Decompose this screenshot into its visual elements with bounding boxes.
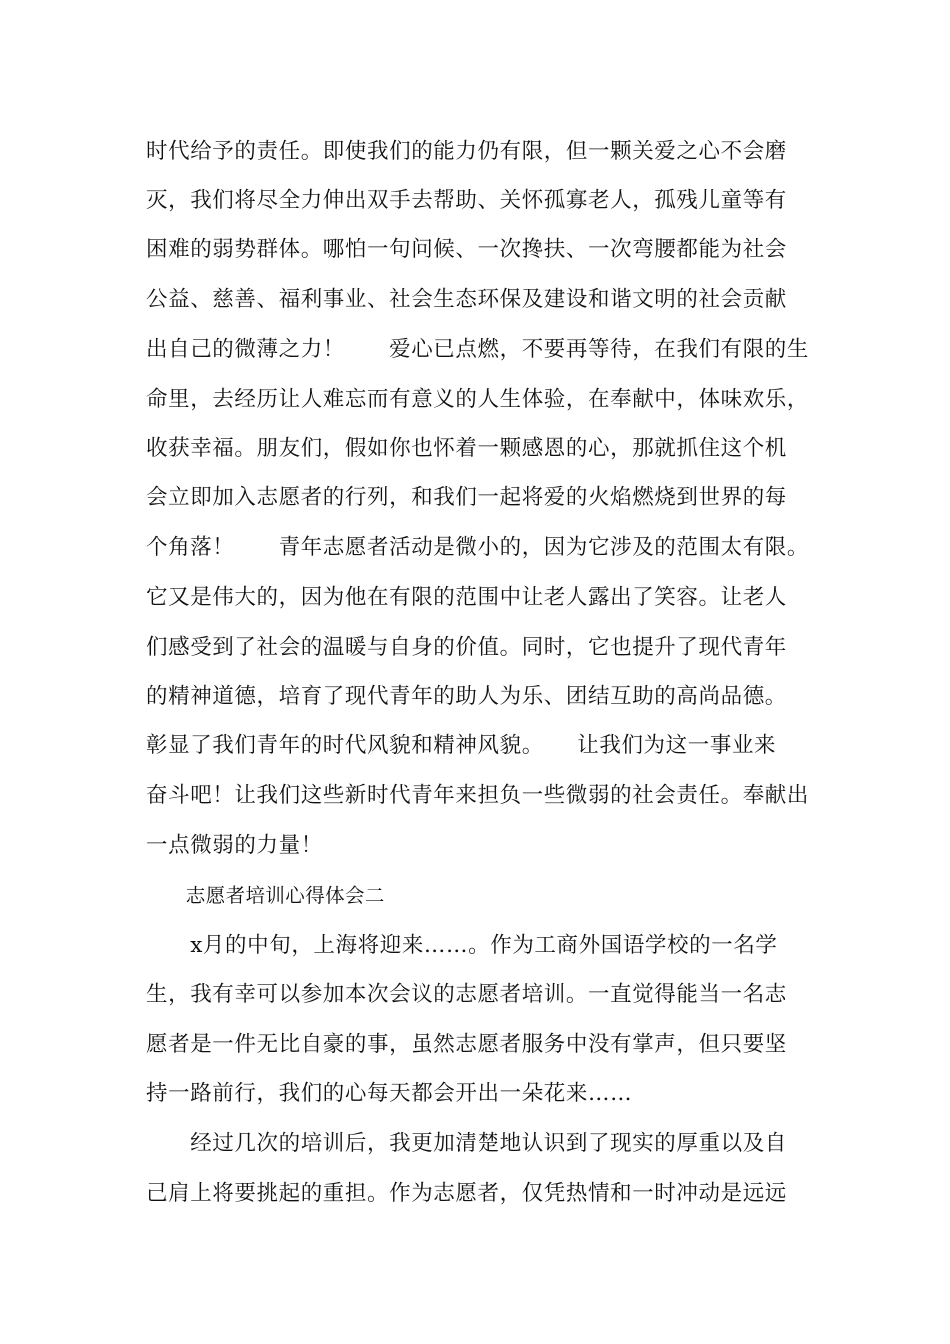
- text-line: 灭，我们将尽全力伸出双手去帮助、关怀孤寡老人，孤残儿童等有: [146, 188, 787, 213]
- text-line: 彰显了我们青年的时代风貌和精神风貌。 让我们为这一事业来: [146, 733, 777, 758]
- text-line: 生，我有幸可以参加本次会议的志愿者培训。一直觉得能当一名志: [146, 982, 787, 1007]
- text-line: 持一路前行，我们的心每天都会开出一朵花来……: [146, 1081, 633, 1106]
- text-line: 经过几次的培训后，我更加清楚地认识到了现实的厚重以及自: [146, 1131, 787, 1156]
- text-line: 的精神道德，培育了现代青年的助人为乐、团结互助的高尚品德。: [146, 684, 787, 709]
- text-line: 它又是伟大的，因为他在有限的范围中让老人露出了笑容。让老人: [146, 585, 787, 610]
- text-line: 奋斗吧！让我们这些新时代青年来担负一些微弱的社会责任。奉献出: [146, 783, 810, 808]
- text-line: 会立即加入志愿者的行列，和我们一起将爱的火焰燃烧到世界的每: [146, 485, 787, 510]
- text-line: 时代给予的责任。即使我们的能力仍有限，但一颗关爱之心不会磨: [146, 139, 787, 164]
- text-line: 个角落！ 青年志愿者活动是微小的，因为它涉及的范围太有限。: [146, 535, 810, 560]
- text-line: 们感受到了社会的温暖与自身的价值。同时，它也提升了现代青年: [146, 635, 787, 660]
- text-line: 命里，去经历让人难忘而有意义的人生体验，在奉献中，体味欢乐，: [146, 387, 810, 412]
- text-line: 公益、慈善、福利事业、社会生态环保及建设和谐文明的社会贡献: [146, 287, 787, 312]
- text-line: 愿者是一件无比自豪的事，虽然志愿者服务中没有掌声，但只要坚: [146, 1032, 787, 1057]
- text-line: 一点微弱的力量！: [146, 833, 323, 858]
- text-line: 出自己的微薄之力！ 爱心已点燃，不要再等待，在我们有限的生: [146, 337, 810, 362]
- section-heading: 志愿者培训心得体会二: [146, 884, 385, 907]
- text-line: x月的中旬，上海将迎来……。作为工商外国语学校的一名学: [146, 933, 778, 958]
- text-line: 己肩上将要挑起的重担。作为志愿者，仅凭热情和一时冲动是远远: [146, 1181, 787, 1206]
- text-line: 收获幸福。朋友们，假如你也怀着一颗感恩的心，那就抓住这个机: [146, 436, 787, 461]
- text-line: 困难的弱势群体。哪怕一句问候、一次搀扶、一次弯腰都能为社会: [146, 237, 787, 262]
